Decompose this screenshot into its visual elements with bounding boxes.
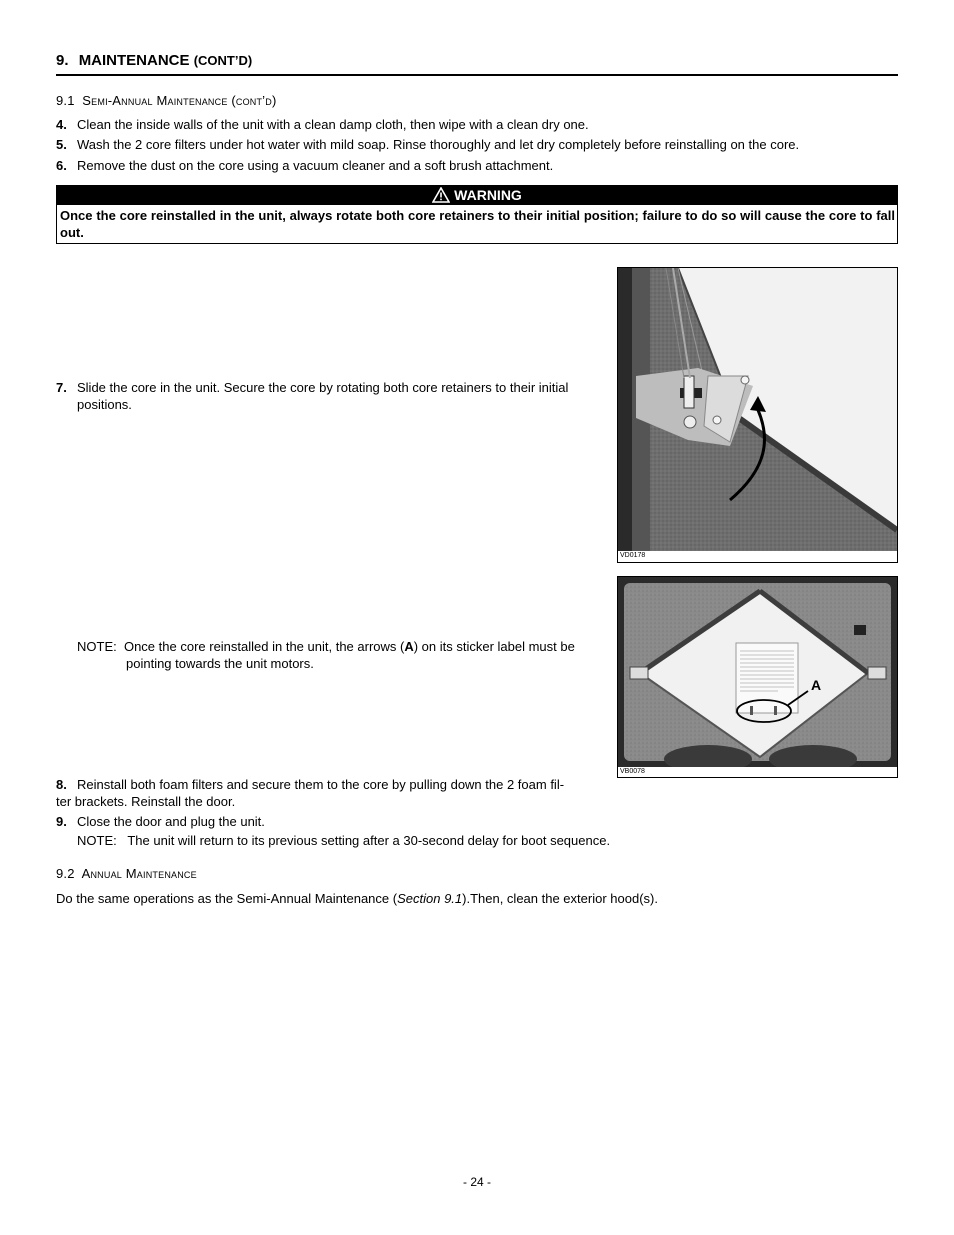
warning-text: Once the core reinstalled in the unit, always rotate both core retainers to their initial position; failure to do so will cause the core to fall out. xyxy=(60,208,895,240)
note-boot xyxy=(77,832,610,849)
page-number: - 24 - xyxy=(462,1175,491,1189)
subsection-title: Annual Maintenance xyxy=(81,866,197,881)
step-number: 7. xyxy=(56,380,67,395)
step-5 xyxy=(56,136,799,153)
step-text: Reinstall both foam filters and secure them to the core by pulling down the 2 foam fil- xyxy=(77,777,565,792)
note-text-bold: A xyxy=(404,639,414,654)
step-text: Remove the dust on the core using a vacuum cleaner and a soft brush attachment. xyxy=(77,158,554,173)
subsection-9-1-heading xyxy=(56,93,276,109)
subsection-9-2-heading xyxy=(56,866,197,882)
section-cont: (CONT’D) xyxy=(193,53,253,68)
step-text: positions. xyxy=(77,397,132,412)
annual-text-pre: Do the same operations as the Semi-Annual Maintenance ( xyxy=(56,891,398,906)
warning-title: WARNING xyxy=(454,187,522,203)
unit-interior-photo xyxy=(617,576,898,778)
annual-text xyxy=(56,890,658,907)
step-text: ter brackets. Reinstall the door. xyxy=(56,794,236,809)
note-label: NOTE: xyxy=(77,833,117,848)
note-arrows-continued xyxy=(126,655,314,672)
step-text: Close the door and plug the unit. xyxy=(77,814,265,829)
step-number: 9. xyxy=(56,814,67,829)
step-text: Wash the 2 core filters under hot water with mild soap. Rinse thoroughly and let dry completely before reinstalling on the core. xyxy=(77,137,800,152)
subsection-number: 9.2 xyxy=(56,866,75,881)
step-text: Slide the core in the unit. Secure the core by rotating both core retainers to their initial xyxy=(77,380,569,395)
step-number: 5. xyxy=(56,137,67,152)
core-retainer-illustration xyxy=(618,268,897,551)
subsection-number: 9.1 xyxy=(56,93,75,108)
step-6 xyxy=(56,157,553,174)
step-7 xyxy=(56,379,568,396)
callout-a: A xyxy=(811,677,822,693)
warning-triangle-icon xyxy=(432,187,450,203)
step-8 xyxy=(56,776,564,793)
step-number: 6. xyxy=(56,158,67,173)
step-number: 8. xyxy=(56,777,67,792)
step-9 xyxy=(56,813,265,830)
photo-label: VD0178 xyxy=(620,552,646,559)
section-number: 9. xyxy=(56,52,69,69)
step-8-continued xyxy=(56,793,235,810)
step-number: 4. xyxy=(56,117,67,132)
warning-box xyxy=(56,185,898,244)
core-retainer-photo xyxy=(617,267,898,563)
note-arrows xyxy=(77,638,617,655)
photo-label: VB0078 xyxy=(620,768,645,775)
unit-interior-illustration xyxy=(618,577,897,767)
annual-text-post: ).Then, clean the exterior hood(s). xyxy=(462,891,658,906)
note-text: The unit will return to its previous setting after a 30-second delay for boot sequence. xyxy=(127,833,611,848)
note-text-line2: pointing towards the unit motors. xyxy=(126,656,314,671)
step-4 xyxy=(56,116,589,133)
note-label: NOTE: xyxy=(77,639,117,654)
annual-text-ref: Section 9.1 xyxy=(397,891,463,906)
note-text-post: ) on its sticker label must be xyxy=(413,639,575,654)
note-text-pre: Once the core reinstalled in the unit, the arrows ( xyxy=(123,639,405,654)
section-title: MAINTENANCE xyxy=(78,52,190,69)
step-7-continued xyxy=(77,396,132,413)
section-header xyxy=(56,52,898,76)
subsection-title: Semi-Annual Maintenance (cont’d) xyxy=(82,93,277,108)
warning-header xyxy=(57,186,897,205)
step-text: Clean the inside walls of the unit with a clean damp cloth, then wipe with a clean dry one. xyxy=(77,117,589,132)
